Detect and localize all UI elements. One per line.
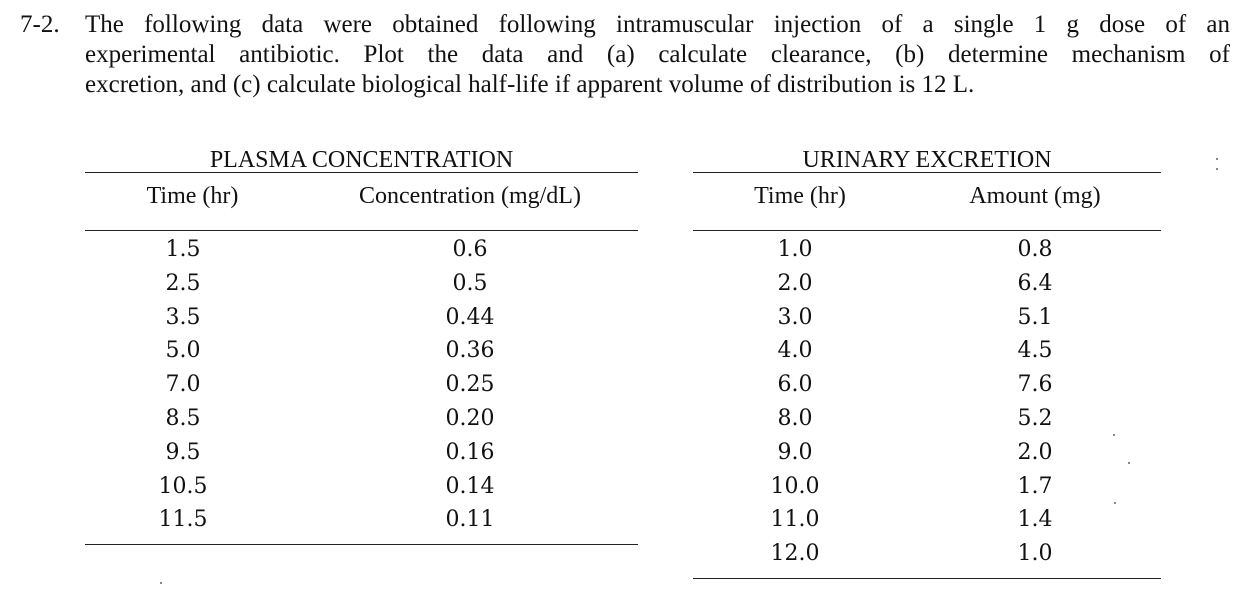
urinary-time-cell: 9.0 — [777, 439, 813, 465]
urinary-amount-header: Amount (mg) — [969, 183, 1101, 209]
urinary-time-header: Time (hr) — [754, 183, 846, 209]
plasma-time-cell: 3.5 — [165, 304, 201, 330]
plasma-value-cell: 0.20 — [445, 406, 495, 431]
plasma-value-cell: 0.11 — [445, 507, 495, 533]
urinary-time-cell: 6.0 — [777, 372, 813, 398]
problem-line-1: The following data were obtained following intramuscular injection of a single 1 g dose of an — [85, 11, 1230, 38]
plasma-time-cell: 5.0 — [165, 338, 201, 364]
plasma-value-cell: 0.16 — [445, 439, 495, 465]
plasma-time-cell: 10.5 — [158, 473, 208, 499]
plasma-concentration-header: Concentration (mg/dL) — [359, 183, 581, 209]
problem-number: 7-2. — [20, 11, 60, 38]
problem-line-2: experimental antibiotic. Plot the data and (a) calculate clearance, (b) determine mechanism of — [85, 41, 1230, 68]
scan-speck — [1128, 462, 1130, 464]
urinary-value-cell: 1.0 — [1017, 541, 1053, 567]
problem-statement — [85, 10, 1230, 100]
plasma-bottom-rule — [85, 544, 638, 545]
urinary-time-cell: 12.0 — [770, 541, 820, 567]
urinary-time-cell: 11.0 — [770, 507, 820, 533]
plasma-value-cell: 0.36 — [445, 338, 495, 364]
urinary-value-cell: 4.5 — [1017, 338, 1053, 364]
plasma-value-cell: 0.5 — [452, 270, 488, 296]
scan-speck — [1114, 502, 1116, 504]
scan-speck — [1216, 168, 1218, 170]
plasma-value-cell: 0.6 — [452, 237, 488, 262]
plasma-time-cell: 7.0 — [165, 372, 201, 398]
problem-line-3: excretion, and (c) calculate biological half-life if apparent volume of distribution is 12 L. — [85, 71, 975, 98]
plasma-time-cell: 8.5 — [165, 406, 201, 431]
urinary-value-cell: 1.7 — [1017, 473, 1053, 499]
plasma-time-cell: 11.5 — [158, 507, 208, 533]
plasma-time-cell: 1.5 — [165, 237, 201, 262]
plasma-table-title: PLASMA CONCENTRATION — [209, 147, 514, 173]
plasma-value-cell: 0.44 — [445, 304, 495, 330]
urinary-value-cell: 5.2 — [1017, 406, 1053, 431]
urinary-bottom-rule — [693, 578, 1161, 579]
urinary-time-cell: 8.0 — [777, 406, 813, 431]
urinary-value-cell: 6.4 — [1017, 270, 1053, 296]
plasma-value-cell: 0.14 — [445, 473, 495, 499]
urinary-value-cell: 1.4 — [1017, 507, 1053, 533]
scan-speck — [1113, 434, 1115, 436]
urinary-value-cell: 5.1 — [1017, 304, 1053, 330]
scan-speck — [1216, 158, 1218, 160]
plasma-value-cell: 0.25 — [445, 372, 495, 398]
urinary-value-cell: 7.6 — [1017, 372, 1053, 398]
plasma-time-header: Time (hr) — [146, 183, 239, 209]
urinary-table-title: URINARY EXCRETION — [802, 147, 1052, 173]
urinary-time-cell: 1.0 — [777, 237, 813, 262]
urinary-header-rule — [693, 230, 1161, 231]
urinary-time-cell: 10.0 — [770, 473, 820, 499]
urinary-time-cell: 4.0 — [777, 338, 813, 364]
urinary-time-cell: 3.0 — [777, 304, 813, 330]
plasma-time-cell: 9.5 — [165, 439, 201, 465]
plasma-header-rule — [85, 230, 638, 231]
urinary-time-cell: 2.0 — [777, 270, 813, 296]
plasma-time-cell: 2.5 — [165, 270, 201, 296]
scan-speck — [160, 582, 162, 584]
urinary-value-cell: 0.8 — [1017, 237, 1053, 262]
urinary-value-cell: 2.0 — [1017, 439, 1053, 465]
